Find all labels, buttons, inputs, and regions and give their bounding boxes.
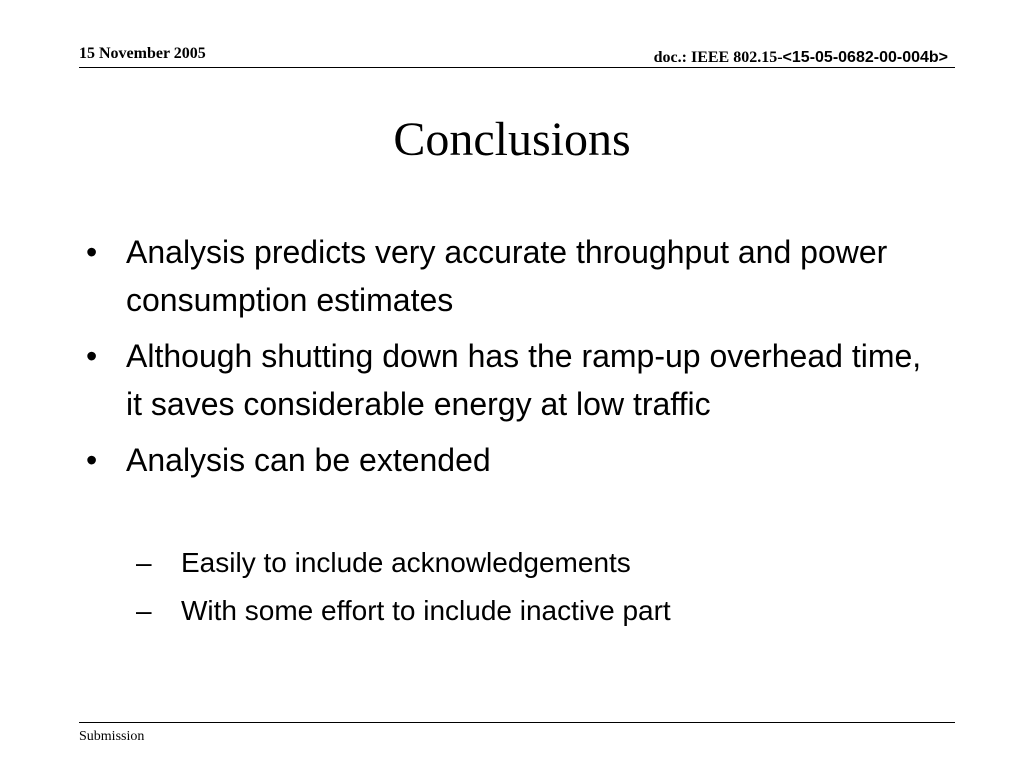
doc-id-prefix: doc.: IEEE 802.15-	[653, 49, 783, 66]
slide-title: Conclusions	[393, 113, 631, 166]
bullet-marker: •	[86, 442, 98, 478]
bullet-item	[86, 436, 946, 484]
sub-bullet-text: Easily to include acknowledgements	[181, 547, 631, 578]
bullet-item	[86, 228, 946, 324]
sub-bullet-marker: –	[136, 547, 152, 578]
sub-bullet-text: With some effort to include inactive part	[181, 595, 671, 626]
sub-bullet-list	[86, 542, 946, 638]
sub-bullet-marker: –	[136, 595, 152, 626]
bullet-item	[86, 332, 946, 428]
header-date: 15 November 2005	[79, 45, 206, 62]
footer-label: Submission	[79, 729, 145, 744]
bullet-text: Although shutting down has the ramp-up overhead time, it saves considerable energy at low traffic	[126, 338, 922, 422]
sub-bullet-item	[136, 542, 946, 584]
bullet-text: Analysis can be extended	[126, 442, 491, 478]
bullet-text: Analysis predicts very accurate throughput and power consumption estimates	[126, 234, 888, 318]
sub-bullet-item	[136, 590, 946, 632]
bullet-list	[86, 228, 946, 492]
header-divider	[79, 67, 955, 68]
footer-divider	[79, 722, 955, 723]
header-doc-id	[654, 48, 948, 68]
bullet-marker: •	[86, 234, 98, 270]
doc-id-number: <15-05-0682-00-004b>	[782, 49, 948, 66]
bullet-marker: •	[86, 338, 98, 374]
